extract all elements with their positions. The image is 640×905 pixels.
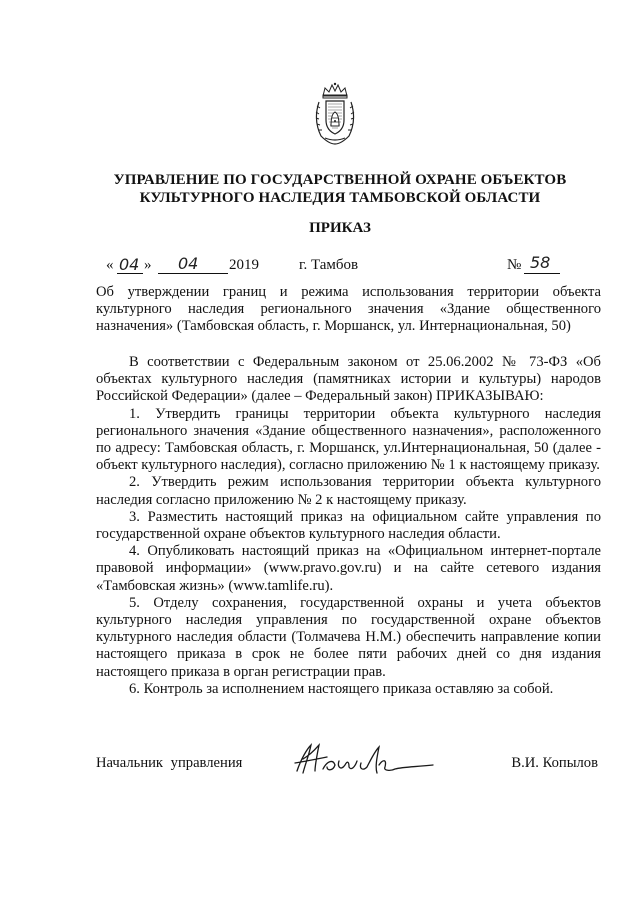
document-body	[96, 354, 601, 698]
city: г. Тамбов	[299, 257, 359, 273]
clause-4: 4. Опубликовать настоящий приказ на «Официальном интернет-портале правовой информации» (www.pravo.gov.ru) и на сайте сетевого издания «Тамбовская жизнь» (www.tamlife.ru).	[96, 543, 601, 594]
handwritten-signature-icon	[287, 741, 437, 781]
organization-name-line-2: КУЛЬТУРНОГО НАСЛЕДИЯ ТАМБОВСКОЙ ОБЛАСТИ	[139, 190, 541, 206]
document-subject: Об утверждении границ и режима использования территории объекта культурного наследия регионального значения «Здание общественного назначения» (Тамбовская область, г. Моршанск, ул. Интернациональная, 50)	[96, 284, 601, 335]
clause-1: 1. Утвердить границы территории объекта культурного наследия регионального значения «Здание общественного назначения», расположенного по адресу: Тамбовская область, г. Моршанск, ул.Интернациональная, 50 (далее - объект культурного наследия), согласно приложению № 1 к настоящему приказу.	[96, 405, 601, 474]
document-number-handwritten: 58	[530, 253, 551, 272]
document-type-title: ПРИКАЗ	[309, 220, 371, 236]
date-day-handwritten: 04	[119, 255, 140, 274]
clause-6: 6. Контроль за исполнением настоящего приказа оставляю за собой.	[129, 680, 554, 697]
open-quote: «	[106, 257, 114, 273]
clause-3: 3. Разместить настоящий приказ на официальном сайте управления по государственной охране объектов культурного наследия области.	[96, 508, 601, 543]
organization-name-line-1: УПРАВЛЕНИЕ ПО ГОСУДАРСТВЕННОЙ ОХРАНЕ ОБЪЕКТОВ	[113, 172, 567, 188]
signatory-name: В.И. Копылов	[511, 755, 598, 771]
coat-of-arms-icon	[311, 82, 359, 146]
date-year: 2019	[229, 257, 259, 273]
date-line	[0, 253, 640, 279]
signatory-position: Начальник управления	[96, 755, 243, 771]
close-quote: »	[144, 257, 152, 273]
number-label: №	[507, 257, 522, 273]
preamble-paragraph: В соответствии с Федеральным законом от 25.06.2002 № 73-ФЗ «Об объектах культурного наследия (памятниках истории и культуры) народов Российской Федерации» (далее – Федеральный закон) ПРИКАЗЫВАЮ:	[96, 354, 601, 405]
clause-2: 2. Утвердить режим использования территории объекта культурного наследия согласно приложению № 2 к настоящему приказу.	[96, 474, 601, 508]
signature-block	[0, 755, 640, 785]
date-month-handwritten: 04	[178, 254, 199, 273]
clause-5: 5. Отделу сохранения, государственной охраны и учета объектов культурного наследия управления по государственной охране объектов культурного наследия области (Толмачева Н.М.) обеспечить направление копии настоящего приказа в срок не более пяти рабочих дней со дня издания настоящего приказа в орган регистрации прав.	[96, 594, 601, 680]
